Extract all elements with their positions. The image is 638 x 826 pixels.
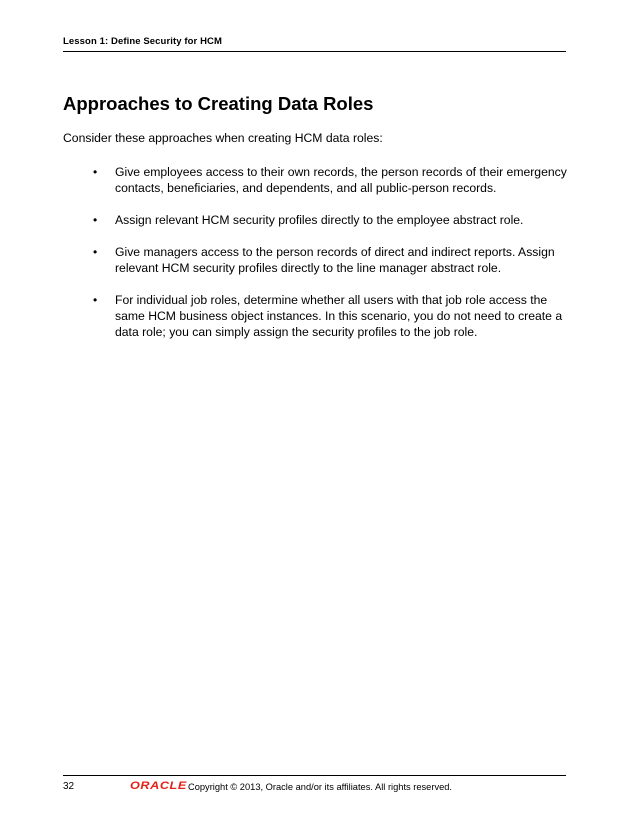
bullet-text: Assign relevant HCM security profiles directly to the employee abstract role. xyxy=(115,213,524,227)
bullet-icon: • xyxy=(93,165,98,179)
bullet-item xyxy=(0,212,575,228)
bullet-icon: • xyxy=(93,293,98,307)
bullet-item xyxy=(0,292,575,340)
oracle-logo: ORACLE xyxy=(130,780,187,792)
copyright-notice: Copyright © 2013, Oracle and/or its affiliates. All rights reserved. xyxy=(188,782,453,792)
header-divider xyxy=(63,51,566,52)
page-number: 32 xyxy=(63,781,75,792)
bullet-item xyxy=(0,244,575,276)
bullet-icon: • xyxy=(93,245,98,259)
running-header: Lesson 1: Define Security for HCM xyxy=(63,36,223,47)
bullet-item xyxy=(0,164,575,196)
footer-divider xyxy=(63,775,566,776)
bullet-text: Give managers access to the person records of direct and indirect reports. Assign relevant HCM security profiles directly to the line manager abstract role. xyxy=(115,245,555,275)
section-heading: Approaches to Creating Data Roles xyxy=(63,93,374,114)
intro-paragraph: Consider these approaches when creating HCM data roles: xyxy=(63,131,383,145)
bullet-icon: • xyxy=(93,213,98,227)
bullet-text: For individual job roles, determine whether all users with that job role access the same HCM business object instances. In this scenario, you do not need to create a data role; you can simply assign the security profiles to the job role. xyxy=(115,293,563,339)
bullet-text: Give employees access to their own records, the person records of their emergency contacts, beneficiaries, and dependents, and all public-person records. xyxy=(115,165,567,195)
bullet-list xyxy=(0,164,638,356)
